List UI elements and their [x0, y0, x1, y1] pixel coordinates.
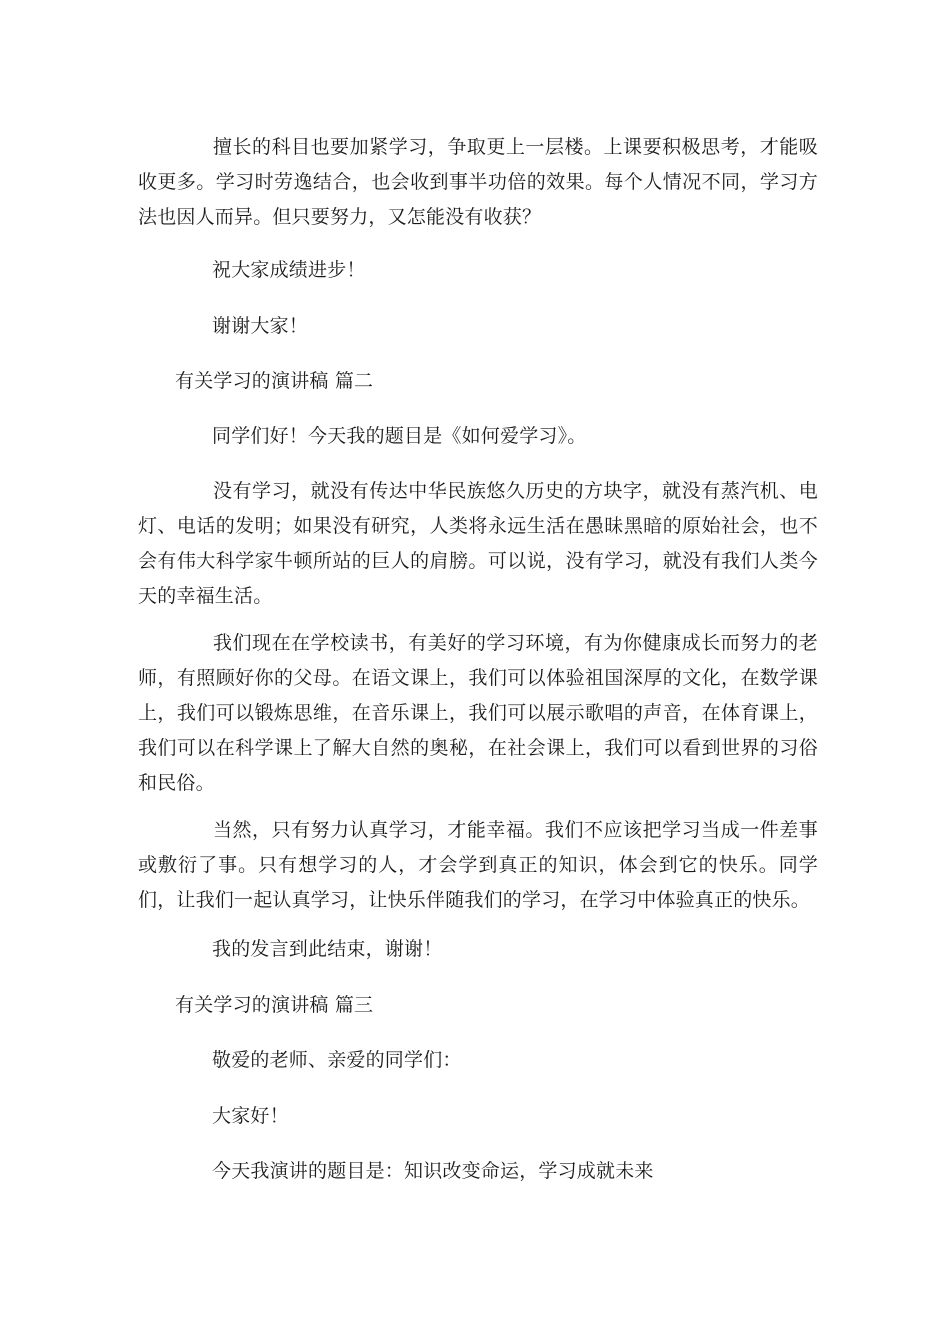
paragraph-salutation: 敬爱的老师、亲爱的同学们： — [212, 1049, 462, 1071]
section-heading-part-three: 有关学习的演讲稿 篇三 — [175, 994, 374, 1016]
paragraph-study-methods: 擅长的科目也要加紧学习，争取更上一层楼。上课要积极思考，才能吸收更多。学习时劳逸结合，也会收到事半功倍的效果。每个人情况不同，学习方法也因人而异。但只要努力，又怎能没有收获？ — [138, 136, 818, 228]
paragraph-thanks: 谢谢大家！ — [212, 315, 309, 337]
paragraph-hello: 大家好！ — [212, 1105, 289, 1127]
paragraph-school-life: 我们现在在学校读书，有美好的学习环境，有为你健康成长而努力的老师，有照顾好你的父母。在语文课上，我们可以体验祖国深厚的文化，在数学课上，我们可以锻炼思维，在音乐课上，我们可以展示歌唱的声音，在体育课上，我们可以在科学课上了解大自然的奥秘，在社会课上，我们可以看到世界的习俗和民俗。 — [138, 632, 818, 794]
paragraph-closing: 我的发言到此结束，谢谢！ — [212, 938, 443, 960]
paragraph-speech-title: 今天我演讲的题目是：知识改变命运，学习成就未来 — [212, 1160, 654, 1182]
paragraph-greeting-topic: 同学们好！今天我的题目是《如何爱学习》。 — [212, 425, 587, 447]
paragraph-study-hard: 当然，只有努力认真学习，才能幸福。我们不应该把学习当成一件差事或敷衍了事。只有想学习的人，才会学到真正的知识，体会到它的快乐。同学们，让我们一起认真学习，让快乐伴随我们的学习，在学习中体验真正的快乐。 — [138, 819, 818, 911]
section-heading-part-two: 有关学习的演讲稿 篇二 — [175, 370, 374, 392]
paragraph-wish-progress: 祝大家成绩进步！ — [212, 259, 366, 281]
paragraph-without-learning: 没有学习，就没有传达中华民族悠久历史的方块字，就没有蒸汽机、电灯、电话的发明；如果没有研究，人类将永远生活在愚昧黑暗的原始社会，也不会有伟大科学家牛顿所站的巨人的肩膀。可以说，没有学习，就没有我们人类今天的幸福生活。 — [138, 480, 818, 607]
